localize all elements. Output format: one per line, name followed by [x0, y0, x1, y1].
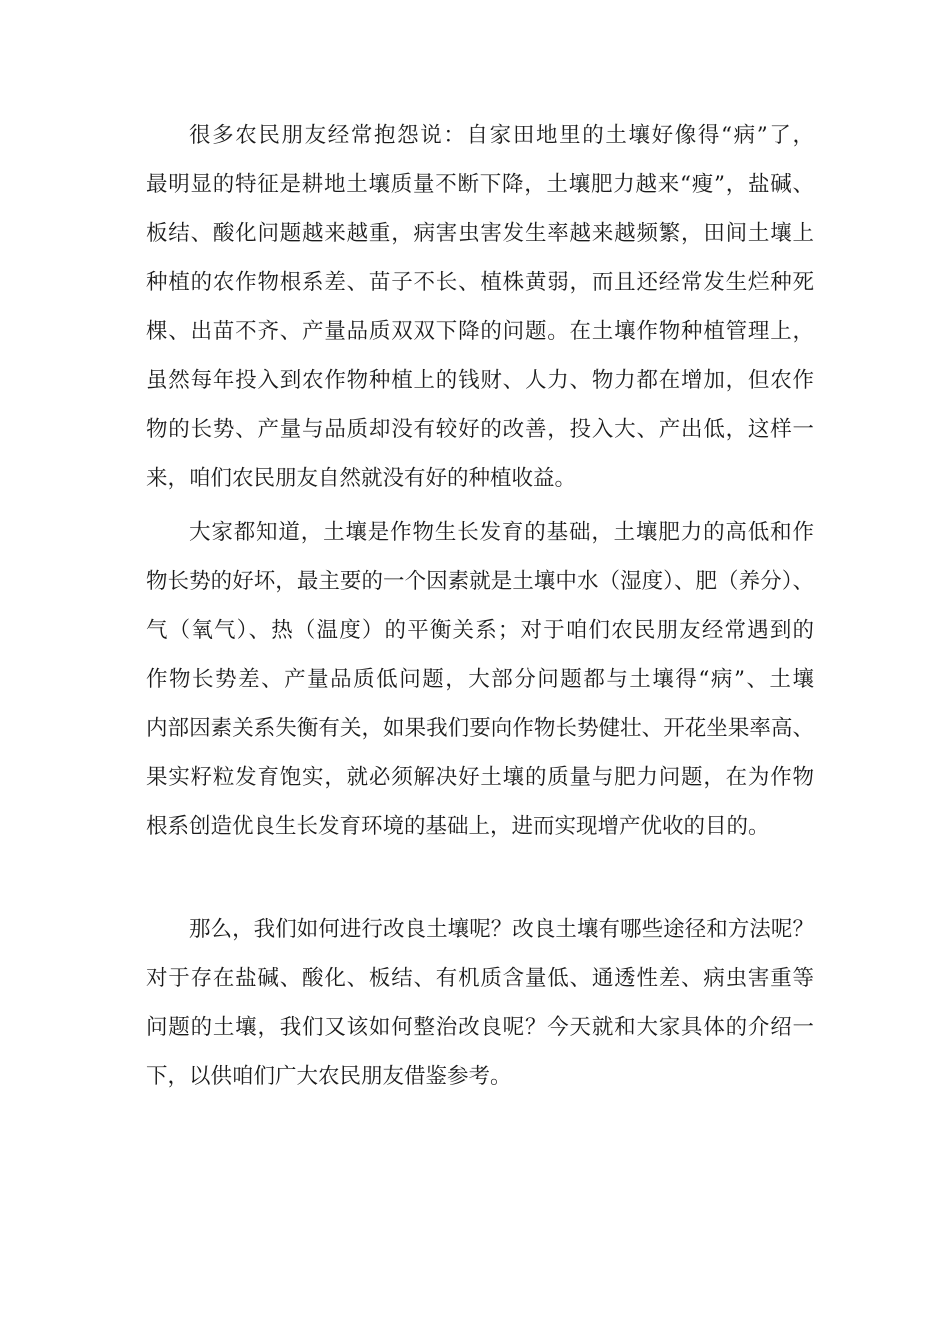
- paragraph-1-line-7: 物的长势、产量与品质却没有较好的改善，投入大、产出低，这样一: [146, 417, 814, 442]
- paragraph-2-line-4: 作物长势差、产量品质低问题，大部分问题都与土壤得“病”、土壤: [146, 667, 814, 692]
- paragraph-3-line-4: 下，以供咱们广大农民朋友借鉴参考。: [146, 1064, 512, 1089]
- paragraph-2-line-1: 大家都知道，土壤是作物生长发育的基础，土壤肥力的高低和作: [189, 520, 814, 545]
- paragraph-1-line-4: 种植的农作物根系差、苗子不长、植株黄弱，而且还经常发生烂种死: [146, 270, 814, 295]
- paragraph-2-line-2: 物长势的好坏，最主要的一个因素就是土壤中水（湿度）、肥（养分）、: [146, 569, 814, 594]
- paragraph-2-line-3: 气（氧气）、热（温度）的平衡关系；对于咱们农民朋友经常遇到的: [146, 618, 814, 643]
- paragraph-3-line-3: 问题的土壤，我们又该如何整治改良呢？今天就和大家具体的介绍一: [146, 1015, 814, 1040]
- paragraph-1-line-6: 虽然每年投入到农作物种植上的钱财、人力、物力都在增加，但农作: [146, 368, 814, 393]
- paragraph-2-line-6: 果实籽粒发育饱实，就必须解决好土壤的质量与肥力问题，在为作物: [146, 765, 814, 790]
- paragraph-1-line-2: 最明显的特征是耕地土壤质量不断下降，土壤肥力越来“瘦”，盐碱、: [146, 172, 814, 197]
- paragraph-2-line-5: 内部因素关系失衡有关，如果我们要向作物长势健壮、开花坐果率高、: [146, 716, 814, 741]
- paragraph-1-line-5: 棵、出苗不齐、产量品质双双下降的问题。在土壤作物种植管理上，: [146, 319, 814, 344]
- paragraph-3-line-1: 那么，我们如何进行改良土壤呢？改良土壤有哪些途径和方法呢？: [189, 917, 814, 942]
- paragraph-1-line-3: 板结、酸化问题越来越重，病害虫害发生率越来越频繁，田间土壤上: [146, 221, 814, 246]
- paragraph-2-line-7: 根系创造优良生长发育环境的基础上，进而实现增产优收的目的。: [146, 814, 770, 839]
- paragraph-3-line-2: 对于存在盐碱、酸化、板结、有机质含量低、通透性差、病虫害重等: [146, 966, 814, 991]
- paragraph-1-line-1: 很多农民朋友经常抱怨说：自家田地里的土壤好像得“病”了，: [189, 123, 814, 148]
- paragraph-1-line-8: 来，咱们农民朋友自然就没有好的种植收益。: [146, 466, 577, 491]
